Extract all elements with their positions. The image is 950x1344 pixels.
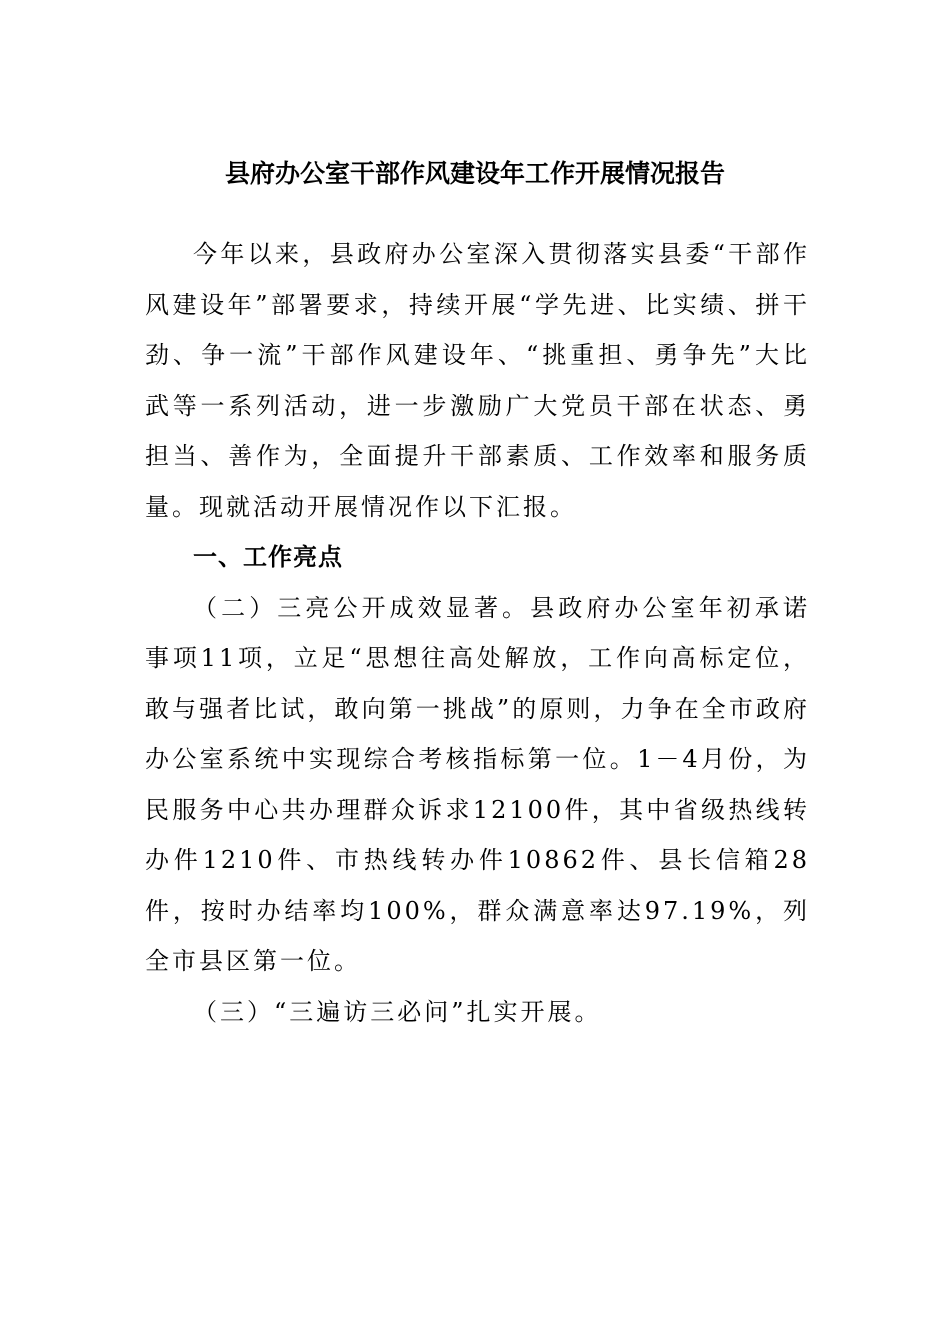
document-body <box>145 229 810 1037</box>
sub-heading: （三）“三遍访三必问”扎实开展。 <box>193 997 602 1026</box>
section-heading: 一、工作亮点 <box>193 543 343 571</box>
body-paragraph: （二）三亮公开成效显著。县政府办公室年初承诺事项11项，立足“思想往高处解放，工作向高标定位，敢与强者比试，敢向第一挑战”的原则，力争在全市政府办公室系统中实现综合考核指标第一位。1－4月份，为民服务中心共办理群众诉求12100件，其中省级热线转办件1210件、市热线转办件10862件、县长信箱28件，按时办结率均100%，群众满意率达97.19%，列全市县区第一位。 <box>145 593 810 975</box>
document-title: 县府办公室干部作风建设年工作开展情况报告 <box>224 159 725 188</box>
intro-paragraph: 今年以来，县政府办公室深入贯彻落实县委“干部作风建设年”部署要求，持续开展“学先进、比实绩、拼干劲、争一流”干部作风建设年、“挑重担、勇争先”大比武等一系列活动，进一步激励广大党员干部在状态、勇担当、善作为，全面提升干部素质、工作效率和服务质量。现就活动开展情况作以下汇报。 <box>145 240 810 521</box>
